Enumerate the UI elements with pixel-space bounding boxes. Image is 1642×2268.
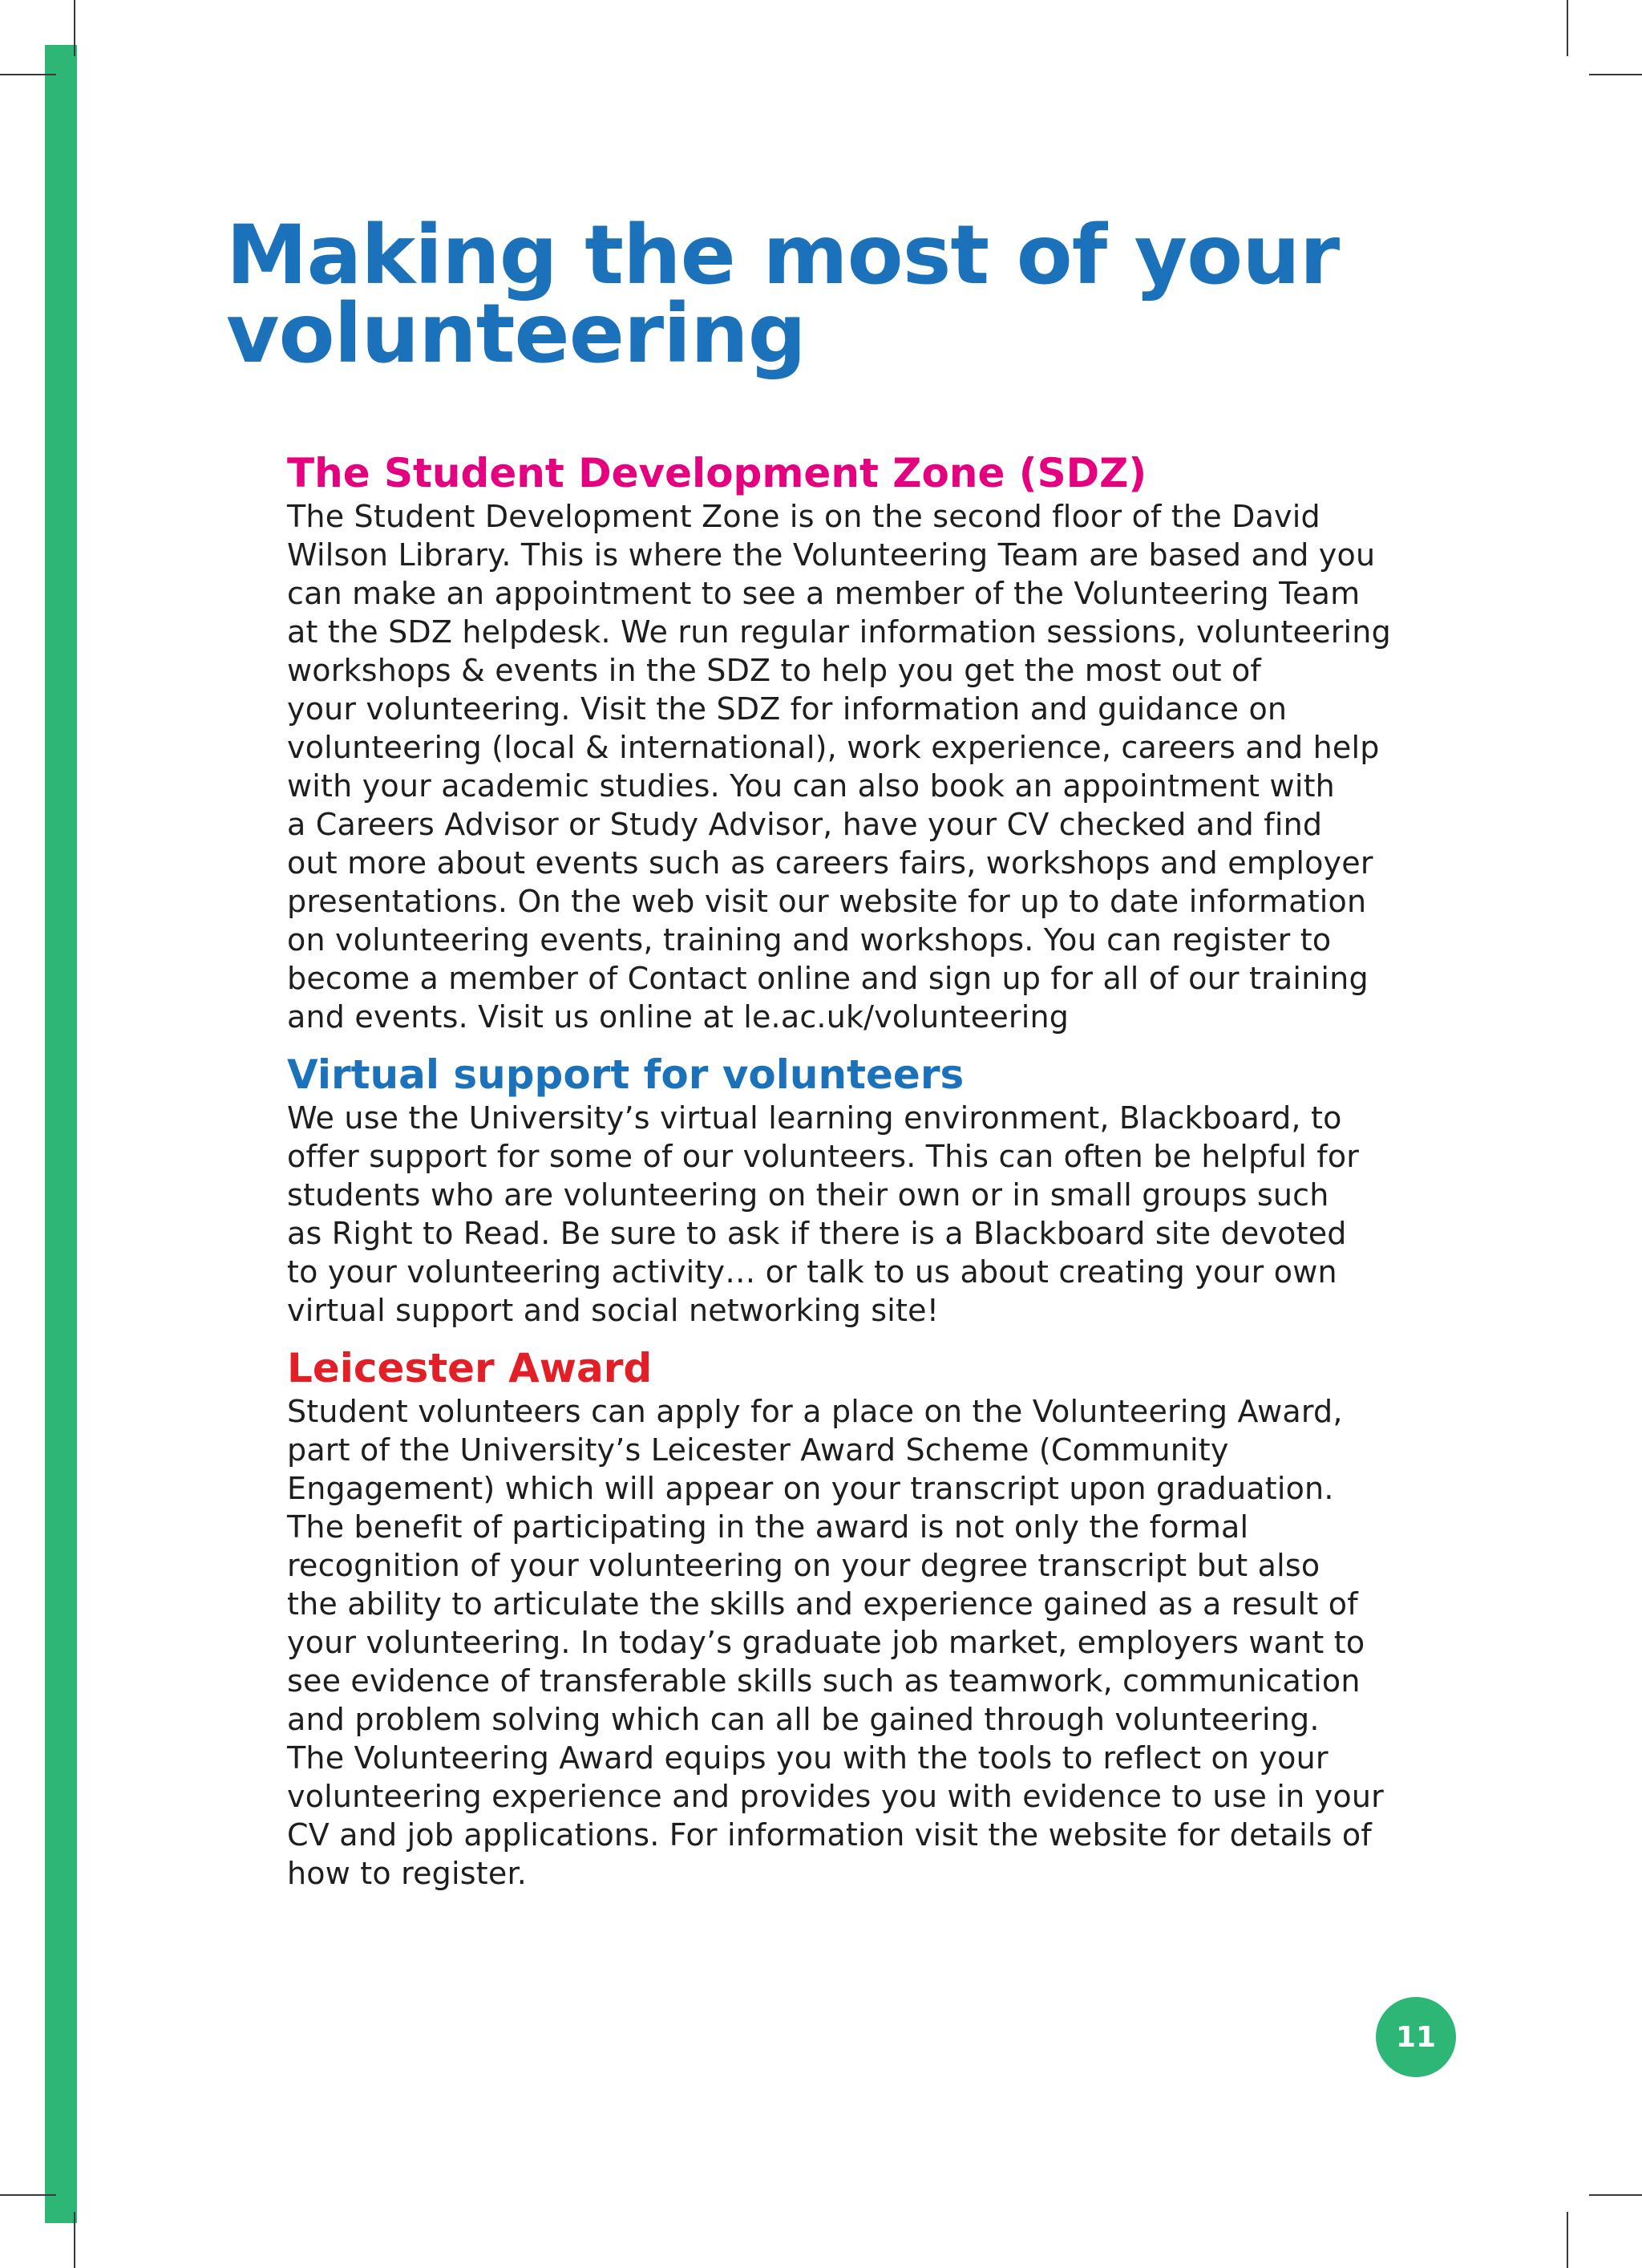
crop-mark-top-left-vertical bbox=[74, 0, 75, 56]
crop-mark-bottom-right-vertical bbox=[1567, 2212, 1568, 2268]
body-line: your volunteering. In today’s graduate job market, employers want to bbox=[287, 1625, 1365, 1660]
body-line: to your volunteering activity… or talk to us about creating your own bbox=[287, 1254, 1337, 1290]
body-line: at the SDZ helpdesk. We run regular information sessions, volunteering bbox=[287, 614, 1391, 650]
section-sdz bbox=[287, 449, 1538, 1036]
section-virtual-support bbox=[287, 1051, 1538, 1330]
section-body bbox=[287, 497, 1538, 1036]
body-line: and events. Visit us online at le.ac.uk/volunteering bbox=[287, 999, 1070, 1035]
body-line: and problem solving which can all be gained through volunteering. bbox=[287, 1702, 1320, 1737]
page-number-badge: 11 bbox=[1376, 1997, 1456, 2077]
section-heading: The Student Development Zone (SDZ) bbox=[287, 450, 1147, 496]
crop-mark-top-right-horizontal bbox=[1589, 74, 1642, 75]
body-line: can make an appointment to see a member of the Volunteering Team bbox=[287, 576, 1361, 611]
body-line: your volunteering. Visit the SDZ for information and guidance on bbox=[287, 691, 1288, 727]
section-body bbox=[287, 1099, 1538, 1330]
body-line: Engagement) which will appear on your transcript upon graduation. bbox=[287, 1471, 1334, 1506]
body-line: virtual support and social networking site! bbox=[287, 1293, 940, 1328]
body-line: volunteering (local & international), work experience, careers and help bbox=[287, 730, 1380, 765]
body-line: offer support for some of our volunteers. This can often be helpful for bbox=[287, 1139, 1360, 1174]
body-line: see evidence of transferable skills such as teamwork, communication bbox=[287, 1663, 1361, 1699]
body-line: a Careers Advisor or Study Advisor, have your CV checked and find bbox=[287, 807, 1323, 842]
green-margin-bar bbox=[45, 45, 77, 2223]
body-line: Wilson Library. This is where the Volunteering Team are based and you bbox=[287, 537, 1376, 573]
body-line: part of the University’s Leicester Award Scheme (Community bbox=[287, 1432, 1229, 1468]
body-line: as Right to Read. Be sure to ask if there is a Blackboard site devoted bbox=[287, 1216, 1347, 1251]
content-column bbox=[287, 449, 1538, 1893]
body-line: presentations. On the web visit our website for up to date information bbox=[287, 884, 1367, 919]
section-heading: Leicester Award bbox=[287, 1345, 653, 1391]
body-line: We use the University’s virtual learning environment, Blackboard, to bbox=[287, 1100, 1342, 1136]
body-line: the ability to articulate the skills and experience gained as a result of bbox=[287, 1586, 1358, 1622]
section-leicester-award bbox=[287, 1344, 1538, 1893]
body-line: recognition of your volunteering on your degree transcript but also bbox=[287, 1548, 1320, 1583]
body-line: workshops & events in the SDZ to help you get the most out of bbox=[287, 653, 1262, 688]
crop-mark-bottom-right-horizontal bbox=[1589, 2194, 1642, 2196]
body-line: how to register. bbox=[287, 1856, 528, 1891]
body-line: The Volunteering Award equips you with the tools to reflect on your bbox=[287, 1740, 1329, 1776]
body-line: Student volunteers can apply for a place on the Volunteering Award, bbox=[287, 1394, 1343, 1429]
page-title: Making the most of your volunteering bbox=[226, 208, 1340, 382]
crop-mark-bottom-left-horizontal bbox=[0, 2194, 56, 2196]
body-line: out more about events such as careers fairs, workshops and employer bbox=[287, 845, 1373, 881]
body-line: become a member of Contact online and sign up for all of our training bbox=[287, 961, 1369, 996]
body-line: students who are volunteering on their own or in small groups such bbox=[287, 1177, 1329, 1213]
crop-mark-top-left-horizontal bbox=[0, 74, 56, 75]
body-line: volunteering experience and provides you with evidence to use in your bbox=[287, 1779, 1384, 1814]
body-line: The benefit of participating in the award is not only the formal bbox=[287, 1509, 1249, 1545]
section-heading: Virtual support for volunteers bbox=[287, 1051, 965, 1098]
body-line: with your academic studies. You can also book an appointment with bbox=[287, 768, 1335, 804]
body-line: on volunteering events, training and workshops. You can register to bbox=[287, 922, 1332, 958]
body-line: The Student Development Zone is on the second floor of the David bbox=[287, 499, 1320, 534]
section-body bbox=[287, 1392, 1538, 1893]
crop-mark-top-right-vertical bbox=[1567, 0, 1568, 56]
body-line: CV and job applications. For information visit the website for details of bbox=[287, 1817, 1372, 1853]
crop-mark-bottom-left-vertical bbox=[74, 2212, 75, 2268]
